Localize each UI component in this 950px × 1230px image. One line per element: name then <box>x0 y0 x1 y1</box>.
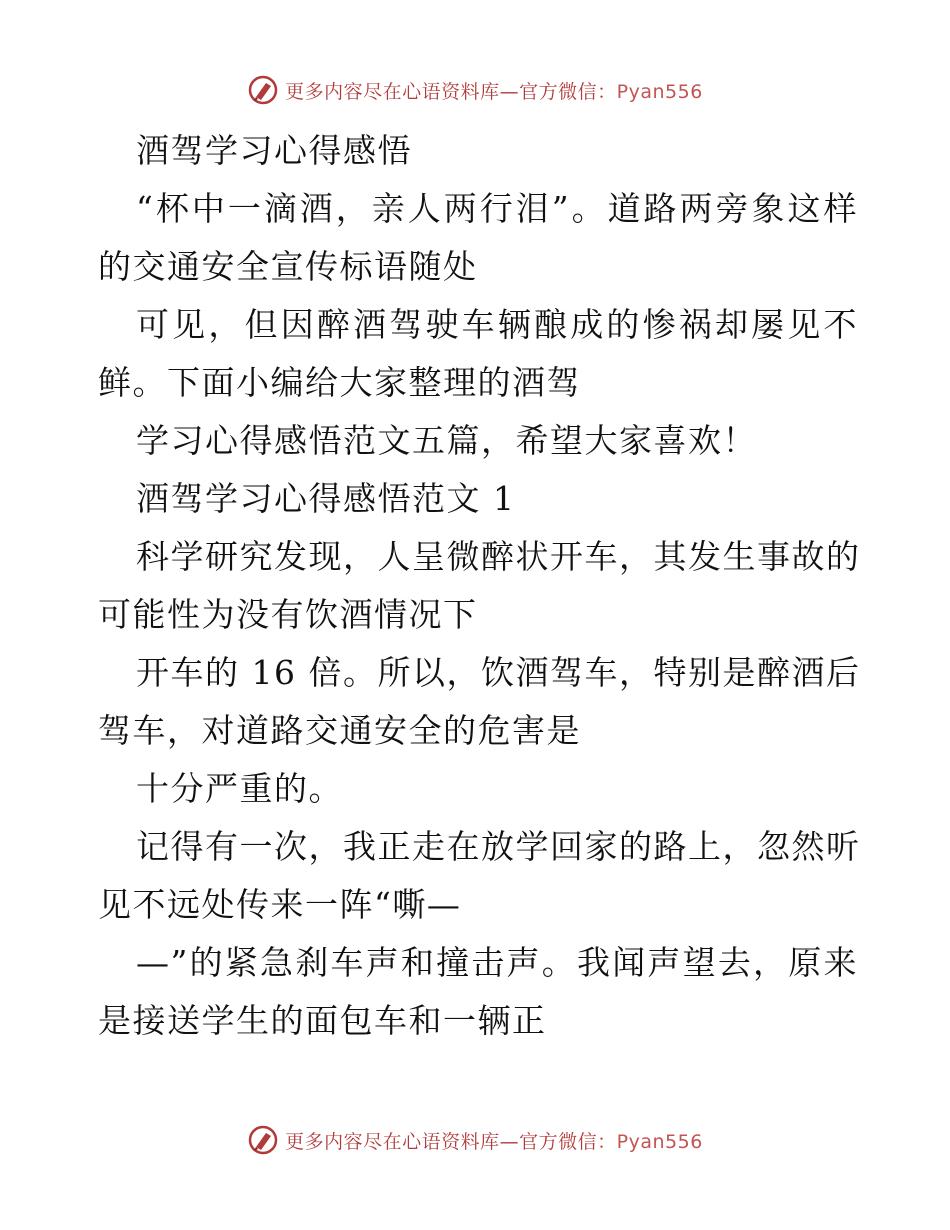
paragraph-line: 可能性为没有饮酒情况下 <box>98 595 478 634</box>
pen-nib-icon <box>247 1124 279 1156</box>
banner-text: 更多内容尽在心语资料库—官方微信： <box>285 80 617 103</box>
paragraph-line: 的交通安全宣传标语随处 <box>98 247 478 286</box>
document-body <box>98 122 861 1050</box>
paragraph-line: 驾车，对道路交通安全的危害是 <box>98 711 581 750</box>
doc-title: 酒驾学习心得感悟 <box>136 131 412 170</box>
banner-wechat-id: Pyan556 <box>616 80 703 103</box>
pen-nib-icon <box>247 74 279 106</box>
paragraph-line: 是接送学生的面包车和一辆正 <box>98 1001 547 1040</box>
paragraph-line: 可见，但因醉酒驾驶车辆酿成的惨祸却屡见不 <box>136 305 858 344</box>
paragraph-line: —”的紧急刹车声和撞击声。我闻声望去，原来 <box>136 943 858 982</box>
paragraph-line: 十分严重的。 <box>136 769 343 808</box>
banner-wechat-id: Pyan556 <box>616 1130 703 1153</box>
paragraph-line: 记得有一次，我正走在放学回家的路上，忽然听 <box>136 827 861 866</box>
paragraph-line: 鲜。下面小编给大家整理的酒驾 <box>98 363 581 402</box>
paragraph-line: 开车的 16 倍。所以，饮酒驾车，特别是醉酒后 <box>136 653 861 692</box>
header-banner <box>0 70 950 110</box>
footer-banner <box>0 1120 950 1160</box>
paragraph-line: 科学研究发现，人呈微醉状开车，其发生事故的 <box>136 537 861 576</box>
paragraph-line: “杯中一滴酒，亲人两行泪”。道路两旁象这样 <box>136 189 858 228</box>
paragraph-line: 学习心得感悟范文五篇，希望大家喜欢！ <box>136 421 757 460</box>
banner-text: 更多内容尽在心语资料库—官方微信： <box>285 1130 617 1153</box>
paragraph-line: 见不远处传来一阵“嘶— <box>98 885 462 924</box>
section-heading: 酒驾学习心得感悟范文 1 <box>136 479 516 518</box>
